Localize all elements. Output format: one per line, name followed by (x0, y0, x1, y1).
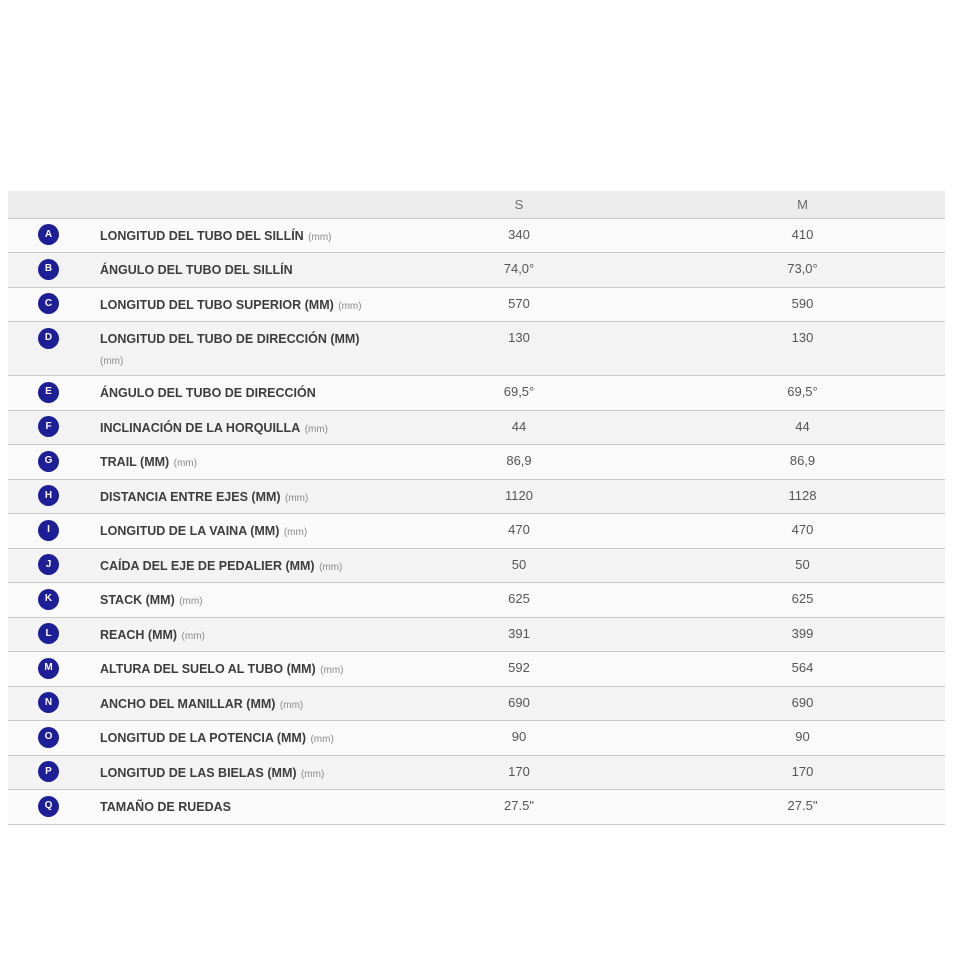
row-value-m: 50 (660, 548, 945, 583)
row-letter-badge: N (38, 692, 59, 713)
row-value-s: 130 (378, 322, 660, 376)
table-row (8, 253, 945, 288)
row-letter-cell (8, 322, 100, 376)
row-value-s: 470 (378, 514, 660, 549)
column-header-s: S (378, 191, 660, 218)
row-letter-badge: P (38, 761, 59, 782)
table-row (8, 617, 945, 652)
row-label-cell (100, 445, 378, 480)
row-value-m: 399 (660, 617, 945, 652)
table-row (8, 583, 945, 618)
geometry-table-body (8, 218, 945, 824)
row-value-m: 130 (660, 322, 945, 376)
row-letter-cell (8, 410, 100, 445)
row-label: LONGITUD DEL TUBO DEL SILLÍN (100, 228, 304, 243)
row-letter-badge: M (38, 658, 59, 679)
row-unit: (mm) (283, 527, 308, 538)
row-unit: (mm) (308, 231, 332, 243)
row-label-cell (100, 790, 378, 825)
row-label: ÁNGULO DEL TUBO DE DIRECCIÓN (100, 386, 316, 400)
table-row (8, 514, 945, 549)
row-value-s: 1120 (378, 479, 660, 514)
row-label: CAÍDA DEL EJE DE PEDALIER (MM) (100, 558, 315, 573)
row-value-s: 570 (378, 287, 660, 322)
row-unit: (mm) (320, 665, 344, 676)
row-letter-cell (8, 287, 100, 322)
table-row (8, 287, 945, 322)
row-unit: (mm) (173, 458, 197, 469)
row-letter-badge: B (38, 259, 59, 280)
row-value-m: 564 (660, 652, 945, 687)
row-label-cell (100, 479, 378, 514)
row-label: ALTURA DEL SUELO AL TUBO (MM) (100, 662, 316, 676)
row-unit: (mm) (181, 630, 205, 642)
row-letter-badge: Q (38, 796, 59, 817)
row-label: LONGITUD DE LA POTENCIA (MM) (100, 731, 306, 745)
table-row (8, 652, 945, 687)
column-header-m: M (660, 191, 945, 218)
row-label-cell (100, 617, 378, 652)
geometry-table (8, 191, 945, 825)
row-unit: (mm) (285, 492, 309, 504)
row-value-m: 590 (660, 287, 945, 322)
row-value-s: 391 (378, 617, 660, 652)
row-unit: (mm) (300, 768, 325, 780)
row-label: LONGITUD DEL TUBO DE DIRECCIÓN (MM) (100, 332, 360, 346)
row-label: ANCHO DEL MANILLAR (MM) (100, 696, 276, 711)
row-value-m: 69,5° (660, 376, 945, 411)
table-row (8, 479, 945, 514)
header-label-spacer (100, 191, 378, 218)
row-value-s: 44 (378, 410, 660, 445)
row-letter-badge: E (38, 382, 59, 403)
row-letter-cell (8, 445, 100, 480)
row-letter-badge: L (38, 623, 59, 644)
row-letter-cell (8, 617, 100, 652)
row-value-s: 592 (378, 652, 660, 687)
row-label-cell (100, 218, 378, 253)
row-unit: (mm) (279, 699, 304, 711)
row-letter-cell (8, 686, 100, 721)
row-value-m: 73,0° (660, 253, 945, 288)
row-value-m: 170 (660, 755, 945, 790)
row-letter-badge: I (38, 520, 59, 541)
row-letter-badge: F (38, 416, 59, 437)
row-label: REACH (MM) (100, 627, 178, 642)
row-letter-badge: G (38, 451, 59, 472)
row-unit: (mm) (179, 596, 203, 607)
row-letter-badge: D (38, 328, 59, 349)
row-label-cell (100, 376, 378, 411)
row-letter-cell (8, 376, 100, 411)
row-letter-cell (8, 755, 100, 790)
row-letter-badge: A (38, 224, 59, 245)
row-label-cell (100, 287, 378, 322)
row-label-cell (100, 652, 378, 687)
row-letter-cell (8, 479, 100, 514)
row-letter-badge: C (38, 293, 59, 314)
table-row (8, 721, 945, 756)
table-row (8, 322, 945, 376)
row-value-s: 27.5" (378, 790, 660, 825)
row-value-m: 86,9 (660, 445, 945, 480)
table-row (8, 218, 945, 253)
row-unit: (mm) (310, 734, 334, 745)
row-letter-cell (8, 721, 100, 756)
header-badge-spacer (8, 191, 100, 218)
row-label: TAMAÑO DE RUEDAS (100, 800, 232, 814)
row-letter-cell (8, 514, 100, 549)
row-letter-badge: J (38, 554, 59, 575)
row-letter-badge: O (38, 727, 59, 748)
row-letter-cell (8, 253, 100, 288)
row-label: TRAIL (MM) (100, 455, 170, 469)
table-row (8, 445, 945, 480)
row-unit: (mm) (100, 356, 124, 367)
row-value-m: 1128 (660, 479, 945, 514)
row-value-m: 470 (660, 514, 945, 549)
table-row (8, 755, 945, 790)
table-row (8, 548, 945, 583)
row-value-s: 625 (378, 583, 660, 618)
row-label: STACK (MM) (100, 593, 175, 607)
row-value-m: 90 (660, 721, 945, 756)
row-value-s: 50 (378, 548, 660, 583)
row-value-m: 410 (660, 218, 945, 253)
row-label: ÁNGULO DEL TUBO DEL SILLÍN (100, 263, 293, 277)
row-letter-cell (8, 548, 100, 583)
row-value-s: 170 (378, 755, 660, 790)
row-value-s: 690 (378, 686, 660, 721)
row-letter-cell (8, 218, 100, 253)
table-row (8, 686, 945, 721)
row-label: LONGITUD DE LA VAINA (MM) (100, 524, 280, 538)
row-letter-cell (8, 583, 100, 618)
row-value-s: 90 (378, 721, 660, 756)
row-label: DISTANCIA ENTRE EJES (MM) (100, 489, 281, 504)
row-value-m: 44 (660, 410, 945, 445)
row-label-cell (100, 322, 378, 376)
row-value-s: 340 (378, 218, 660, 253)
row-unit: (mm) (319, 561, 343, 573)
row-label-cell (100, 686, 378, 721)
row-value-m: 27.5" (660, 790, 945, 825)
row-label-cell (100, 514, 378, 549)
row-label-cell (100, 253, 378, 288)
row-value-s: 86,9 (378, 445, 660, 480)
table-row (8, 410, 945, 445)
row-value-s: 74,0° (378, 253, 660, 288)
row-letter-badge: K (38, 589, 59, 610)
table-row (8, 376, 945, 411)
row-label-cell (100, 721, 378, 756)
row-label-cell (100, 410, 378, 445)
row-letter-cell (8, 652, 100, 687)
row-letter-cell (8, 790, 100, 825)
row-label-cell (100, 548, 378, 583)
row-value-s: 69,5° (378, 376, 660, 411)
table-row (8, 790, 945, 825)
row-value-m: 690 (660, 686, 945, 721)
header-row (8, 191, 945, 218)
row-label-cell (100, 755, 378, 790)
row-unit: (mm) (338, 300, 362, 312)
row-letter-badge: H (38, 485, 59, 506)
row-label-cell (100, 583, 378, 618)
row-unit: (mm) (304, 423, 329, 435)
row-label: LONGITUD DE LAS BIELAS (MM) (100, 765, 297, 780)
row-value-m: 625 (660, 583, 945, 618)
row-label: INCLINACIÓN DE LA HORQUILLA (100, 420, 301, 435)
row-label: LONGITUD DEL TUBO SUPERIOR (MM) (100, 297, 334, 312)
